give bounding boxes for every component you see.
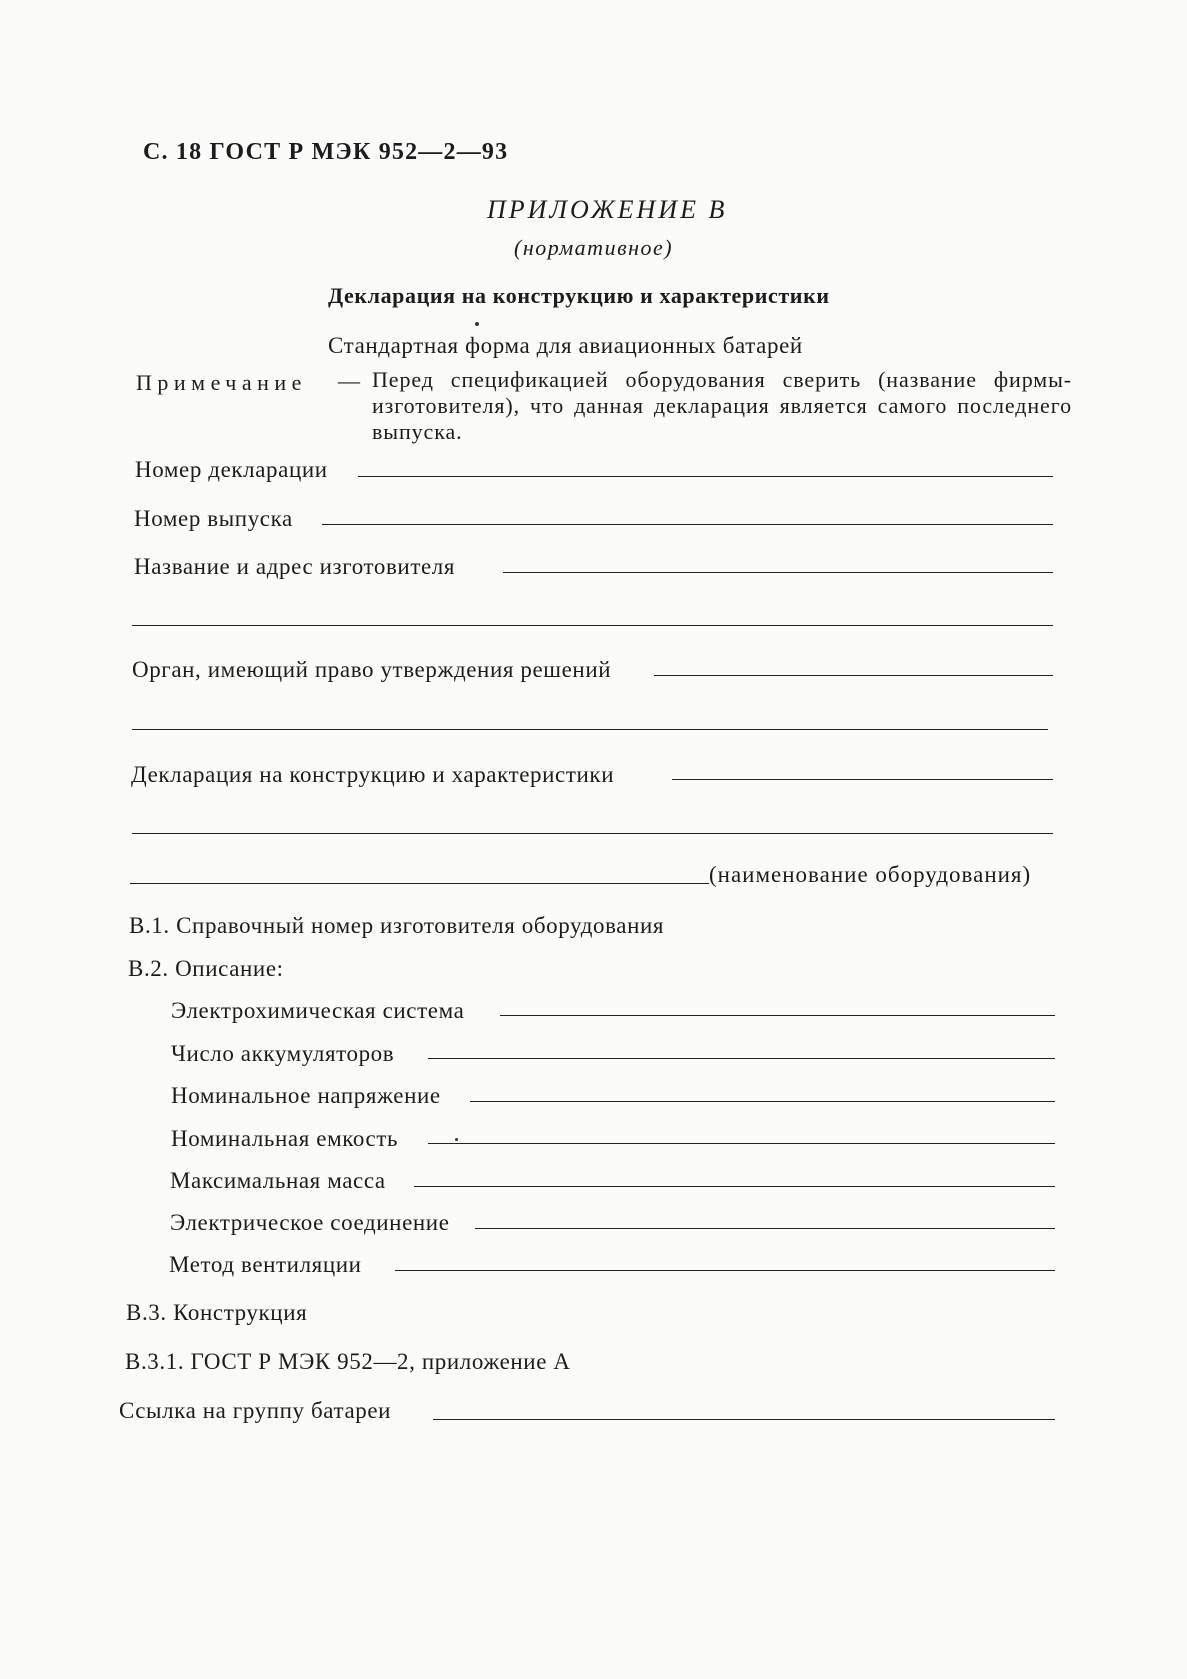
field-label-issue-number: Номер выпуска (134, 506, 293, 531)
description-field-label: Число аккумуляторов (171, 1041, 395, 1066)
blank-line (414, 1186, 1055, 1187)
description-field-label: Электрическое соединение (170, 1210, 450, 1235)
blank-line (503, 572, 1053, 573)
section-b31: В.3.1. ГОСТ Р МЭК 952—2, приложение А (125, 1349, 571, 1374)
field-label-declaration-number: Номер декларации (135, 457, 328, 482)
blank-line (322, 524, 1053, 525)
appendix-subtitle: (нормативное) (514, 235, 674, 260)
blank-line (358, 476, 1053, 477)
page-header: С. 18 ГОСТ Р МЭК 952—2—93 (143, 139, 509, 165)
description-field-label: Номинальная емкость (171, 1126, 399, 1151)
note-label: Примечание (136, 370, 307, 395)
equipment-name-caption: (наименование оборудования) (709, 862, 1032, 887)
blank-line (428, 1143, 1055, 1144)
section-b3: В.3. Конструкция (126, 1300, 308, 1325)
description-field-label: Электрохимическая система (171, 998, 465, 1023)
field-label-battery-group-ref: Ссылка на группу батареи (119, 1398, 392, 1423)
declaration-title: Декларация на конструкцию и характеристики (328, 283, 830, 308)
field-label-manufacturer: Название и адрес изготовителя (134, 554, 456, 579)
appendix-title: ПРИЛОЖЕНИЕ В (487, 195, 728, 224)
field-label-declaration: Декларация на конструкцию и характеристики (131, 762, 615, 787)
field-label-authority: Орган, имеющий право утверждения решений (132, 657, 612, 682)
form-subtitle: Стандартная форма для авиационных батарей (328, 333, 803, 358)
blank-line (470, 1101, 1055, 1102)
section-b1: В.1. Справочный номер изготовителя оборудования (129, 913, 665, 938)
blank-line (475, 1228, 1055, 1229)
blank-line (433, 1419, 1055, 1420)
description-field-label: Метод вентиляции (169, 1252, 362, 1277)
blank-line (428, 1058, 1055, 1059)
description-field-label: Максимальная масса (170, 1168, 386, 1193)
blank-line (500, 1015, 1055, 1016)
note-text: Перед спецификацией оборудования сверить (название фирмы-изготовителя), что данная декларация является самого последнего выпуска. (372, 367, 1072, 444)
speck (475, 322, 479, 326)
blank-line (672, 779, 1053, 780)
blank-line (654, 675, 1053, 676)
blank-line (130, 883, 709, 884)
description-field-label: Номинальное напряжение (171, 1083, 441, 1108)
blank-line (132, 625, 1053, 626)
blank-line (395, 1270, 1055, 1271)
blank-line (132, 833, 1053, 834)
blank-line (132, 729, 1048, 730)
speck (455, 1138, 458, 1141)
section-b2: В.2. Описание: (128, 956, 284, 981)
note-dash: — (338, 368, 361, 393)
